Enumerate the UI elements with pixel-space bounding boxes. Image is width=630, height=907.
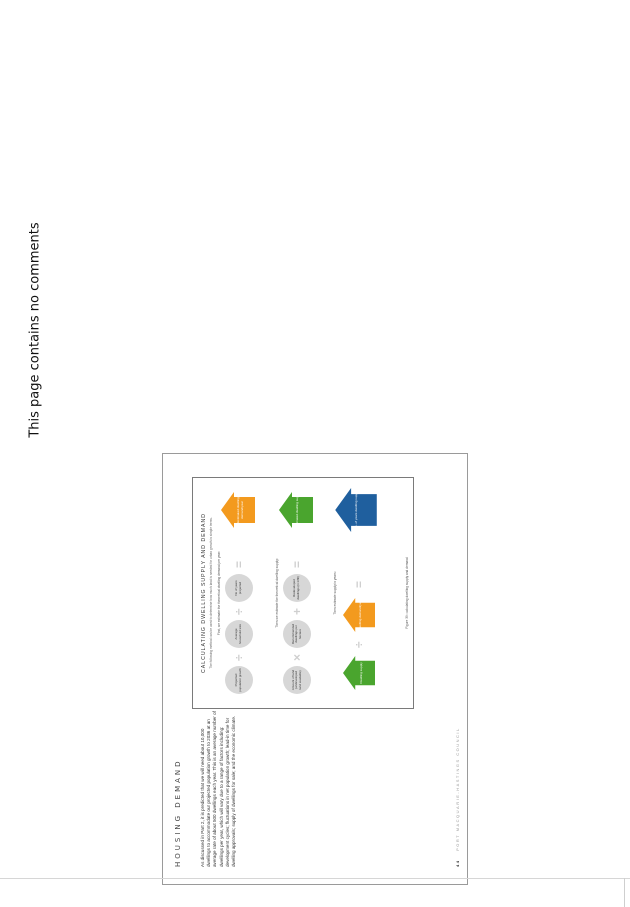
bottom-divider	[0, 878, 630, 879]
house-icon-orange	[221, 492, 255, 528]
projected-growth-circle: Projected population growth	[225, 666, 253, 694]
figure-caption: Figure 39: calculating dwelling supply and demand	[405, 557, 409, 629]
demand-label: Estimated dwelling demand/year	[236, 497, 244, 523]
dwelling-calculation-figure	[192, 477, 414, 709]
step-3-text: Then estimate supply in years:	[333, 571, 337, 615]
supply-label: Estimated dwelling supply	[295, 492, 299, 528]
divide-operator: ÷	[352, 641, 366, 648]
multiply-operator: ×	[290, 653, 304, 661]
page-footer	[455, 727, 460, 867]
equals-operator: =	[232, 560, 246, 568]
rotated-document-page	[164, 455, 468, 885]
dwellings-per-hectare-circle: Recommended dwellings per hectare	[283, 620, 311, 648]
page-thumbnail-frame	[162, 453, 468, 885]
dwelling-supply-label: Dwelling supply	[359, 662, 363, 684]
house-icon-orange	[343, 598, 375, 632]
years-supply-label: No. of years dwelling supply	[354, 490, 358, 530]
page-title: HOUSING DEMAND	[174, 758, 182, 867]
equals-operator: =	[352, 580, 366, 588]
equals-operator: =	[290, 560, 304, 568]
house-icon-green	[343, 656, 375, 690]
years-projected-circle: No of years projected	[225, 574, 253, 602]
dwelling-demand-label: Dwelling demand/year	[358, 599, 362, 631]
footer-organisation: PORT MACQUARIE-HASTINGS COUNCIL	[455, 727, 460, 851]
step-1-text: First, we estimate the theoretical dwelling demand per year:	[217, 550, 221, 636]
scrollbar-edge	[624, 878, 625, 907]
house-icon-green	[279, 492, 313, 528]
plus-operator: +	[290, 607, 304, 615]
page-number: 44	[455, 859, 460, 867]
figure-title: CALCULATING DWELLING SUPPLY AND DEMAND	[201, 513, 207, 673]
step-2-text: Then we estimate the theoretical dwelling supply:	[275, 558, 279, 628]
land-amount-circle: Amount of land (undeveloped land available)	[283, 666, 311, 694]
divide-operator: ÷	[232, 654, 246, 661]
infill-dwellings-circle: Redeveloped dwellings (in infill)	[283, 574, 311, 602]
figure-subtitle: The following method can be used to determine how much land is needed for urban growth in simple terms.	[209, 517, 213, 669]
body-paragraph: As discussed in Part 2, it is predicted that we will need about 10,000 dwellings to accommodate our projected population growth to 2036 at an average rate of about 500 dwellings each year. This is an average number of dwellings per year, which will vary due to a range of factors including: development cycles; fluctuations in net population growth; lead-in time for dwelling approvals; supply of dwellings for sale; and the economic climate.	[200, 711, 237, 867]
no-comments-note: This page contains no comments	[27, 222, 43, 438]
divide-operator: ÷	[232, 608, 246, 615]
household-size-circle: Average household size	[225, 620, 253, 648]
house-icon-blue	[335, 488, 377, 532]
